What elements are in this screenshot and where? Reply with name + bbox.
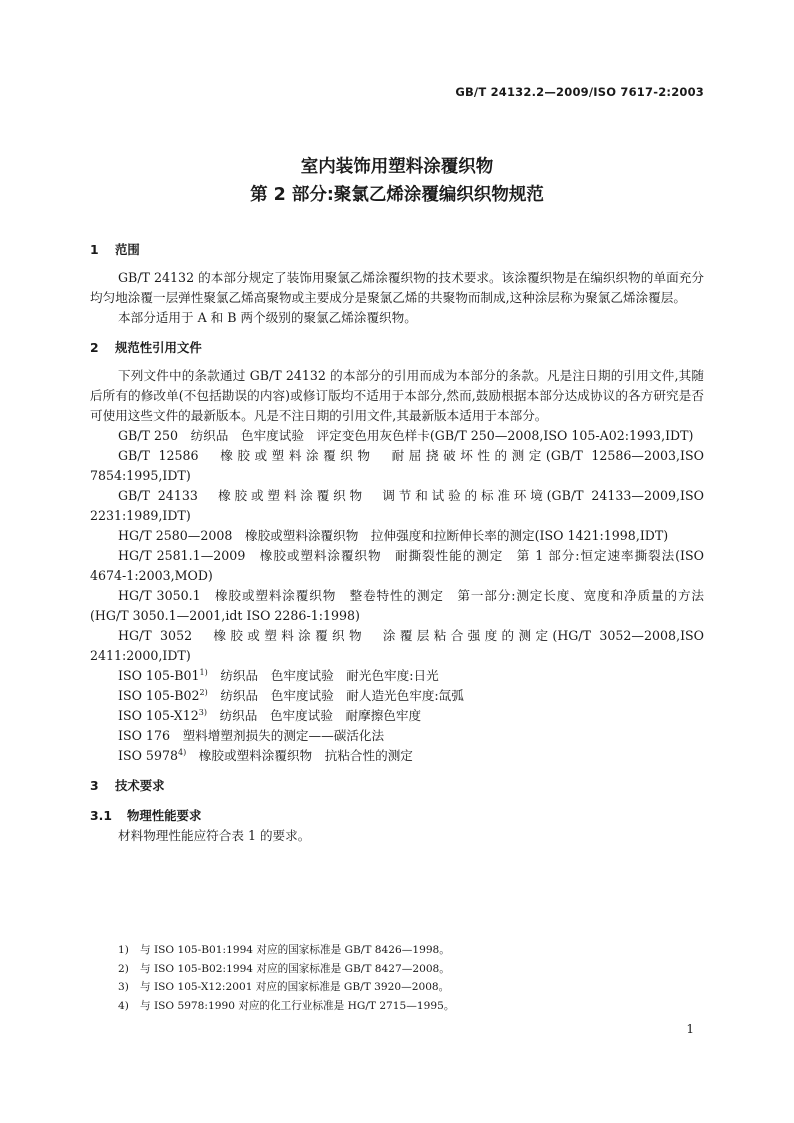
reference-title: 橡胶或塑料涂覆织物 抗粘合性的测定: [186, 748, 413, 763]
section-number: 1: [90, 242, 99, 257]
reference-item: [90, 706, 704, 726]
footnote-item: [90, 960, 704, 979]
reference-title: 塑料增塑剂损失的测定——碳活化法: [169, 728, 385, 743]
footnote-mark: 4): [177, 747, 187, 757]
reference-item: GB/T 250 纺织品 色牢度试验 评定变色用灰色样卡(GB/T 250—2008,ISO 105-A02:1993,IDT): [118, 428, 694, 443]
reference-title: 纺织品 色牢度试验 耐人造光色牢度:氙弧: [207, 688, 464, 703]
section-title: 规范性引用文件: [115, 340, 202, 355]
reference-item: [90, 746, 704, 766]
footnote-number: 1): [118, 944, 129, 956]
paragraph: 本部分适用于 A 和 B 两个级别的聚氯乙烯涂覆织物。: [118, 310, 417, 325]
reference-item: HG/T 3050.1 橡胶或塑料涂覆织物 整卷特性的测定 第一部分:测定长度、宽度和净质量的方法(HG/T 3050.1—2001,idt ISO 2286-1:1998): [90, 588, 704, 623]
section-scope: [90, 240, 704, 328]
paragraph: 下列文件中的条款通过 GB/T 24132 的本部分的引用而成为本部分的条款。凡是注日期的引用文件,其随后所有的修改单(不包括勘误的内容)或修订版均不适用于本部分,然而,鼓励根据本部分达成协议的各方研究是否可使用这些文件的最新版本。凡是不注日期的引用文件,其最新版本适用于本部分。: [90, 368, 704, 423]
reference-code: ISO 105-B02: [118, 688, 200, 703]
reference-code: ISO 105-X12: [118, 708, 199, 723]
section-number: 3: [90, 778, 99, 793]
reference-title: 纺织品 色牢度试验 耐摩擦色牢度: [206, 708, 422, 723]
document-title-line2: 第 2 部分:聚氯乙烯涂覆编织织物规范: [250, 185, 544, 205]
subsection-heading: [90, 806, 704, 826]
paragraph: 材料物理性能应符合表 1 的要求。: [118, 828, 311, 843]
footnote-mark: 1): [199, 667, 208, 677]
footnote-item: [90, 978, 704, 997]
footnote-mark: 3): [198, 707, 207, 717]
reference-code: ISO 105-B01: [118, 668, 200, 683]
footnote-text: 与 ISO 105-B02:1994 对应的国家标准是 GB/T 8427—2008。: [140, 962, 450, 975]
section-title: 技术要求: [115, 778, 165, 793]
reference-item: GB/T 24133 橡胶或塑料涂覆织物 调节和试验的标准环境(GB/T 24133—2009,ISO 2231:1989,IDT): [90, 488, 704, 523]
section-technical-requirements: [90, 776, 704, 846]
footnote-text: 与 ISO 105-X12:2001 对应的国家标准是 GB/T 3920—2008。: [140, 981, 450, 993]
section-normative-references: [90, 338, 704, 766]
section-heading: [90, 338, 704, 358]
footnote-item: [90, 997, 704, 1016]
paragraph: GB/T 24132 的本部分规定了装饰用聚氯乙烯涂覆织物的技术要求。该涂覆织物是在编织织物的单面充分均匀地涂覆一层弹性聚氯乙烯高聚物或主要成分是聚氯乙烯的共聚物而制成,这种涂层称为聚氯乙烯涂覆层。: [90, 270, 704, 305]
footnote-number: 2): [118, 962, 129, 975]
standard-code: GB/T 24132.2—2009/ISO 7617-2:2003: [455, 85, 704, 99]
reference-code: ISO 176: [118, 728, 170, 743]
section-title: 范围: [115, 242, 140, 257]
document-title-line1: 室内装饰用塑料涂覆织物: [300, 157, 494, 177]
reference-item: HG/T 3052 橡胶或塑料涂覆织物 涂覆层粘合强度的测定(HG/T 3052—2008,ISO 2411:2000,IDT): [90, 628, 704, 663]
reference-item: [90, 726, 704, 746]
reference-item: HG/T 2581.1—2009 橡胶或塑料涂覆织物 耐撕裂性能的测定 第 1 部分:恒定速率撕裂法(ISO 4674-1:2003,MOD): [90, 548, 704, 583]
reference-code: ISO 5978: [118, 748, 178, 763]
page-number: 1: [686, 1022, 694, 1036]
footnote-text: 与 ISO 105-B01:1994 对应的国家标准是 GB/T 8426—1998。: [140, 944, 450, 956]
footnote-item: [90, 941, 704, 960]
subsection-number: 3.1: [90, 808, 112, 823]
subsection-title: 物理性能要求: [127, 808, 202, 823]
reference-title: 纺织品 色牢度试验 耐光色牢度:日光: [207, 668, 439, 683]
footnote-number: 3): [118, 981, 129, 993]
document-body: [90, 240, 704, 856]
reference-item: [90, 686, 704, 706]
footnote-text: 与 ISO 5978:1990 对应的化工行业标准是 HG/T 2715—1995。: [140, 999, 455, 1012]
footnote-number: 4): [118, 999, 129, 1012]
reference-item: GB/T 12586 橡胶或塑料涂覆织物 耐屈挠破坏性的测定(GB/T 12586—2003,ISO 7854:1995,IDT): [90, 448, 704, 483]
footnotes: [90, 935, 704, 1015]
reference-item: HG/T 2580—2008 橡胶或塑料涂覆织物 拉伸强度和拉断伸长率的测定(ISO 1421:1998,IDT): [118, 528, 669, 543]
section-heading: [90, 240, 704, 260]
reference-item: [90, 666, 704, 686]
section-number: 2: [90, 340, 99, 355]
section-heading: [90, 776, 704, 796]
footnote-mark: 2): [199, 687, 208, 697]
